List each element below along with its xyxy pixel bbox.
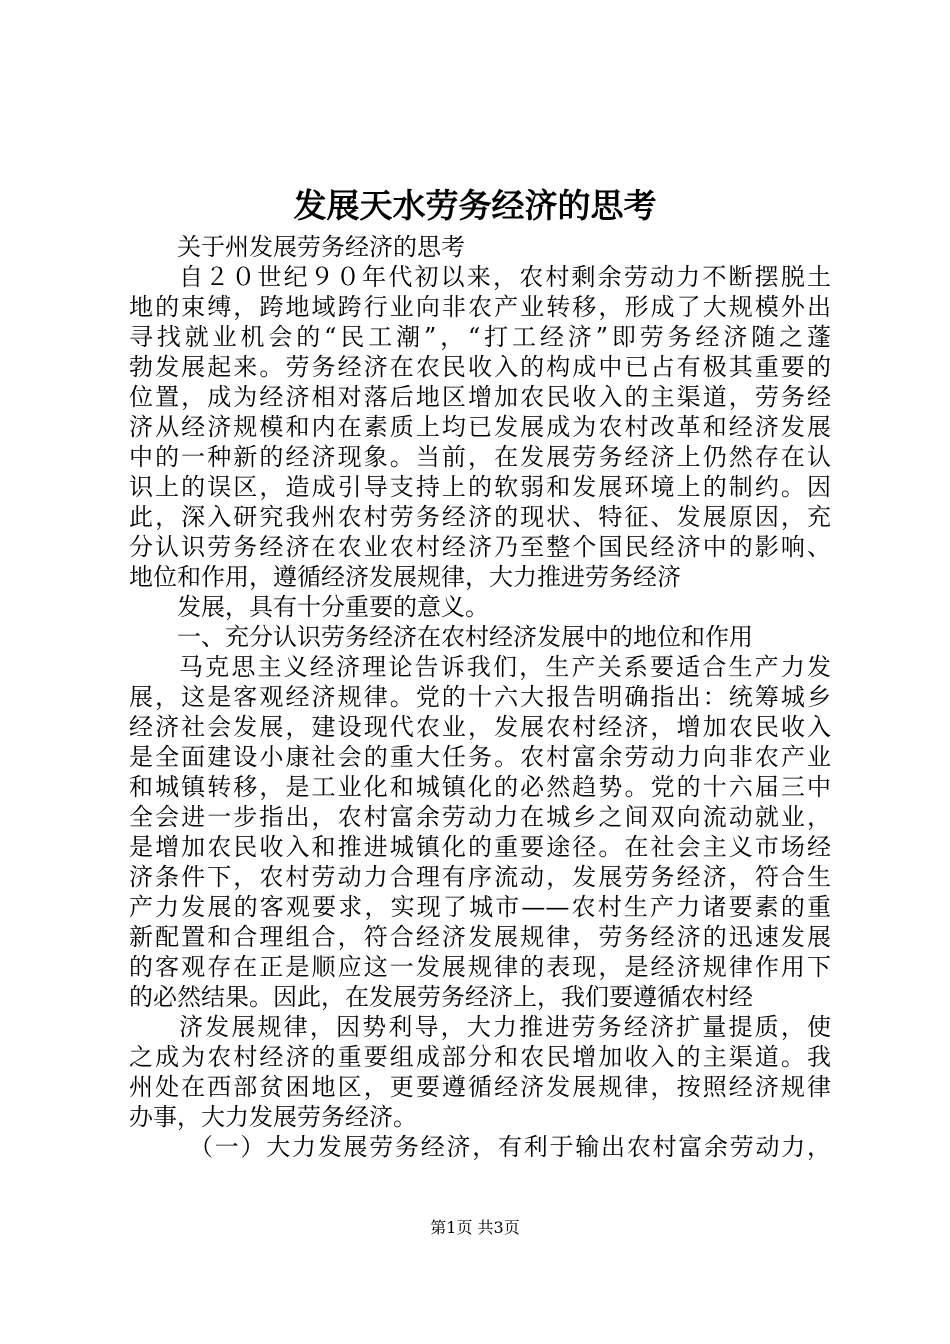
- text-line: 发展，具有十分重要的意义。: [177, 593, 489, 621]
- text-line: 的客观存在正是顺应这一发展规律的表现，是经济规律作用下: [129, 953, 831, 981]
- text-line: 地的束缚，跨地域跨行业向非农产业转移，形成了大规模外出: [129, 293, 831, 321]
- text-line: 自２０世纪９０年代初以来，农村剩余劳动力不断摆脱土: [179, 263, 831, 291]
- text-line: 地位和作用，遵循经济发展规律，大力推进劳务经济: [129, 563, 681, 591]
- text-line: 此，深入研究我州农村劳务经济的现状、特征、发展原因，充: [129, 503, 831, 531]
- text-line: 马克思主义经济理论告诉我们，生产关系要适合生产力发: [179, 653, 831, 681]
- text-line: 济条件下，农村劳动力合理有序流动，发展劳务经济，符合生: [129, 863, 831, 891]
- text-line: 是全面建设小康社会的重大任务。农村富余劳动力向非农产业: [129, 743, 831, 771]
- document-title: 发展天水劳务经济的思考: [293, 186, 657, 225]
- text-line: 之成为农村经济的重要组成部分和农民增加收入的主渠道。我: [129, 1043, 831, 1071]
- text-line: 勃发展起来。劳务经济在农民收入的构成中已占有极其重要的: [129, 353, 831, 381]
- text-line: 关于州发展劳务经济的思考: [177, 233, 465, 261]
- text-line: 中的一种新的经济现象。当前，在发展劳务经济上仍然存在认: [129, 443, 831, 471]
- text-line: 产力发展的客观要求，实现了城市——农村生产力诸要素的重: [129, 893, 831, 921]
- text-line: 位置，成为经济相对落后地区增加农民收入的主渠道，劳务经: [129, 383, 831, 411]
- text-line: 分认识劳务经济在农业农村经济乃至整个国民经济中的影响、: [129, 533, 831, 561]
- text-line: 全会进一步指出，农村富余劳动力在城乡之间双向流动就业，: [129, 803, 831, 831]
- text-line: 州处在西部贫困地区，更要遵循经济发展规律，按照经济规律: [129, 1073, 831, 1101]
- text-line: 济从经济规模和内在素质上均已发展成为农村改革和经济发展: [129, 413, 831, 441]
- text-line: 识上的误区，造成引导支持上的软弱和发展环境上的制约。因: [129, 473, 831, 501]
- text-line: 经济社会发展，建设现代农业，发展农村经济，增加农民收入: [129, 713, 831, 741]
- page-footer: 第1页 共3页: [430, 1218, 520, 1237]
- text-line: 新配置和合理组合，符合经济发展规律，劳务经济的迅速发展: [129, 923, 831, 951]
- text-line: 一、充分认识劳务经济在农村经济发展中的地位和作用: [177, 623, 753, 651]
- text-line: 展，这是客观经济规律。党的十六大报告明确指出：统筹城乡: [129, 683, 831, 711]
- text-line: 的必然结果。因此，在发展劳务经济上，我们要遵循农村经: [129, 983, 753, 1011]
- text-line: 和城镇转移，是工业化和城镇化的必然趋势。党的十六届三中: [129, 773, 831, 801]
- text-line: 寻找就业机会的“民工潮”，“打工经济”即劳务经济随之蓬: [129, 323, 831, 351]
- document-body: [129, 232, 831, 1162]
- text-line: （一）大力发展劳务经济，有利于输出农村富余劳动力，: [189, 1133, 831, 1161]
- text-line: 是增加农民收入和推进城镇化的重要途径。在社会主义市场经: [129, 833, 831, 861]
- text-line: 济发展规律，因势利导，大力推进劳务经济扩量提质，使: [179, 1013, 831, 1041]
- text-line: 办事，大力发展劳务经济。: [129, 1103, 417, 1131]
